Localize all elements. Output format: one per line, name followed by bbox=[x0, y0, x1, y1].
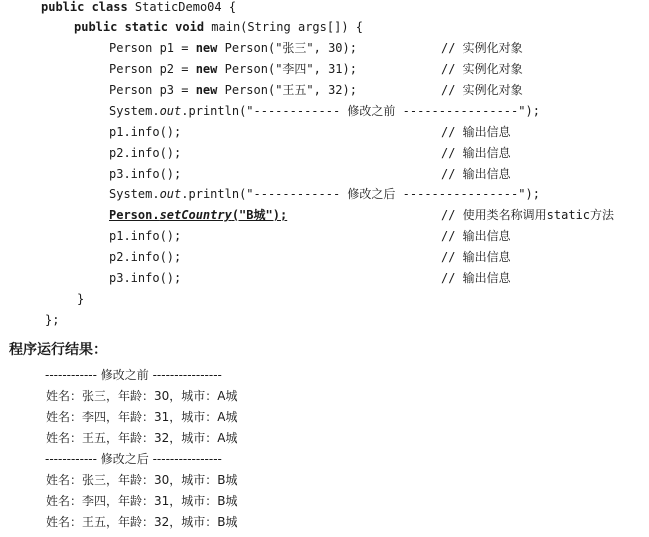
code-line-print-after bbox=[109, 185, 540, 203]
code-comment: // 输出信息 bbox=[441, 146, 511, 160]
code-text: Person. bbox=[109, 208, 160, 222]
static-field: out bbox=[159, 104, 182, 118]
code-line-p3-info: p3.info(); bbox=[109, 271, 182, 285]
code-text: Person p1 = bbox=[109, 41, 196, 55]
output-line: ------------ 修改之后 ---------------- bbox=[45, 452, 222, 466]
output-line: 姓名：张三，年龄：30，城市：B城 bbox=[46, 473, 238, 487]
code-line-p1-declaration bbox=[109, 39, 357, 57]
output-line: 姓名：王五，年龄：32，城市：B城 bbox=[46, 515, 238, 529]
output-line: 姓名：王五，年龄：32，城市：A城 bbox=[46, 431, 238, 445]
code-line-p1-info: p1.info(); bbox=[109, 229, 182, 243]
code-comment: // 使用类名称调用static方法 bbox=[441, 208, 615, 222]
code-comment: // 输出信息 bbox=[441, 250, 511, 264]
code-line-p3-declaration bbox=[109, 81, 357, 99]
static-method: setCountry bbox=[159, 208, 232, 222]
highlighted-static-call bbox=[109, 208, 287, 222]
code-text: Person p3 = bbox=[109, 83, 196, 97]
keyword: public static void bbox=[74, 20, 205, 34]
static-field: out bbox=[159, 187, 182, 201]
keyword: new bbox=[195, 62, 218, 76]
code-comment: // 输出信息 bbox=[441, 125, 511, 139]
code-line-p2-info: p2.info(); bbox=[109, 146, 182, 160]
code-line-set-country bbox=[109, 206, 287, 224]
code-line-p2-declaration bbox=[109, 60, 357, 78]
code-text: System. bbox=[109, 104, 160, 118]
code-text: .println("------------ 修改之后 ----------------"); bbox=[181, 187, 540, 201]
code-line-p1-info: p1.info(); bbox=[109, 125, 182, 139]
class-name: StaticDemo04 { bbox=[127, 0, 237, 14]
output-line: ------------ 修改之前 ---------------- bbox=[45, 368, 222, 382]
keyword: public class bbox=[41, 0, 128, 14]
output-line: 姓名：李四，年龄：31，城市：B城 bbox=[46, 494, 238, 508]
code-text: Person("王五", 32); bbox=[217, 83, 357, 97]
code-comment: // 输出信息 bbox=[441, 271, 511, 285]
code-text: Person p2 = bbox=[109, 62, 196, 76]
class-declaration bbox=[41, 0, 236, 16]
code-comment: // 实例化对象 bbox=[441, 83, 523, 97]
code-text: Person("张三", 30); bbox=[217, 41, 357, 55]
keyword: new bbox=[195, 83, 218, 97]
code-closing-brace: } bbox=[77, 292, 85, 306]
code-text: ("B城"); bbox=[231, 208, 288, 222]
code-text: System. bbox=[109, 187, 160, 201]
code-text: .println("------------ 修改之前 ----------------"); bbox=[181, 104, 540, 118]
output-line: 姓名：李四，年龄：31，城市：A城 bbox=[46, 410, 238, 424]
code-text: Person("李四", 31); bbox=[217, 62, 357, 76]
code-comment: // 实例化对象 bbox=[441, 62, 523, 76]
code-line-p2-info: p2.info(); bbox=[109, 250, 182, 264]
output-line: 姓名：张三，年龄：30，城市：A城 bbox=[46, 389, 238, 403]
code-line-print-before bbox=[109, 102, 540, 120]
keyword: new bbox=[195, 41, 218, 55]
code-comment: // 实例化对象 bbox=[441, 41, 523, 55]
code-line-p3-info: p3.info(); bbox=[109, 167, 182, 181]
code-comment: // 输出信息 bbox=[441, 167, 511, 181]
method-signature: main(String args[]) { bbox=[204, 20, 363, 34]
code-comment: // 输出信息 bbox=[441, 229, 511, 243]
code-closing-brace: }; bbox=[45, 313, 60, 327]
result-heading: 程序运行结果： bbox=[9, 342, 107, 358]
main-method-declaration bbox=[74, 18, 363, 36]
